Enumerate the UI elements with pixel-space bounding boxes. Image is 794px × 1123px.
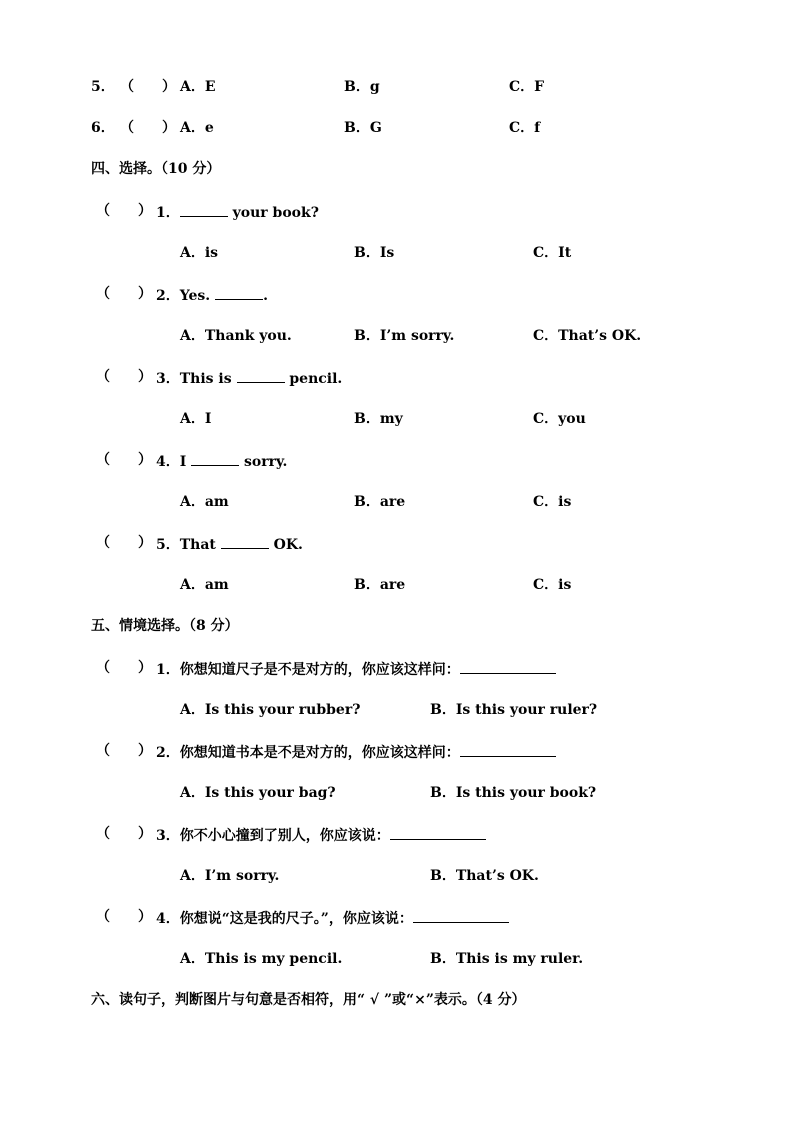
fill-blank[interactable]: [413, 908, 509, 923]
q3-6-option-c: C．f: [509, 120, 541, 136]
q4-4-stem: 4．I sorry.: [156, 451, 287, 471]
q4-2-option-c: C．That’s OK.: [533, 328, 642, 344]
q4-5-answer-paren[interactable]: （ ）: [96, 535, 152, 551]
q4-1-option-c: C．It: [533, 245, 572, 261]
section-4-heading: 四、选择。（10 分）: [91, 161, 221, 177]
q4-3-option-a: A．I: [180, 411, 212, 427]
fill-blank[interactable]: [191, 451, 239, 466]
q4-1-stem: 1． your book?: [156, 202, 319, 222]
q4-1-answer-paren[interactable]: （ ）: [96, 203, 152, 219]
q3-5-option-a: A．E: [180, 79, 216, 95]
q5-1-option-b: B．Is this your ruler?: [430, 702, 598, 718]
q5-3-option-a: A．I’m sorry.: [180, 868, 280, 884]
q5-1-stem: 1．你想知道尺子是不是对方的，你应该这样问：: [156, 659, 556, 679]
q4-2-option-a: A．Thank you.: [180, 328, 292, 344]
q4-5-option-b: B．are: [354, 577, 406, 593]
q4-2-stem: 2．Yes. .: [156, 285, 268, 305]
q5-3-option-b: B．That’s OK.: [430, 868, 539, 884]
q4-4-answer-paren[interactable]: （ ）: [96, 452, 152, 468]
q4-1-option-b: B．Is: [354, 245, 395, 261]
q4-4-option-b: B．are: [354, 494, 406, 510]
q4-2-option-b: B．I’m sorry.: [354, 328, 455, 344]
q3-6-option-a: A．e: [180, 120, 214, 136]
q5-1-option-a: A．Is this your rubber?: [180, 702, 361, 718]
q5-2-option-b: B．Is this your book?: [430, 785, 597, 801]
q4-3-option-b: B．my: [354, 411, 403, 427]
q5-3-stem: 3．你不小心撞到了别人，你应该说：: [156, 825, 486, 845]
q5-4-stem: 4．你想说“这是我的尺子。”，你应该说：: [156, 908, 509, 928]
fill-blank[interactable]: [221, 534, 269, 549]
q5-1-answer-paren[interactable]: （ ）: [96, 660, 152, 676]
q4-5-option-a: A．am: [180, 577, 229, 593]
q4-1-option-a: A．is: [180, 245, 219, 261]
fill-blank[interactable]: [215, 285, 263, 300]
fill-blank[interactable]: [237, 368, 285, 383]
q3-5-answer-paren[interactable]: （ ）: [120, 79, 176, 95]
q4-4-option-c: C．is: [533, 494, 572, 510]
q4-5-option-c: C．is: [533, 577, 572, 593]
q4-3-stem: 3．This is pencil.: [156, 368, 342, 388]
q5-3-answer-paren[interactable]: （ ）: [96, 826, 152, 842]
fill-blank[interactable]: [460, 742, 556, 757]
q5-4-answer-paren[interactable]: （ ）: [96, 909, 152, 925]
q5-2-option-a: A．Is this your bag?: [180, 785, 336, 801]
q4-4-option-a: A．am: [180, 494, 229, 510]
q5-2-stem: 2．你想知道书本是不是对方的，你应该这样问：: [156, 742, 556, 762]
q5-4-option-a: A．This is my pencil.: [180, 951, 343, 967]
section-5-heading: 五、情境选择。（8 分）: [91, 618, 239, 634]
q4-5-stem: 5．That OK.: [156, 534, 303, 554]
q5-2-answer-paren[interactable]: （ ）: [96, 743, 152, 759]
fill-blank[interactable]: [180, 202, 228, 217]
fill-blank[interactable]: [390, 825, 486, 840]
q3-5-number: 5．: [91, 79, 115, 95]
q3-5-option-b: B．g: [344, 79, 380, 95]
q3-6-option-b: B．G: [344, 120, 382, 136]
q4-2-answer-paren[interactable]: （ ）: [96, 286, 152, 302]
q5-4-option-b: B．This is my ruler.: [430, 951, 584, 967]
q3-6-number: 6．: [91, 120, 115, 136]
q4-3-answer-paren[interactable]: （ ）: [96, 369, 152, 385]
q3-6-answer-paren[interactable]: （ ）: [120, 120, 176, 136]
fill-blank[interactable]: [460, 659, 556, 674]
q3-5-option-c: C．F: [509, 79, 545, 95]
section-6-heading: 六、读句子，判断图片与句意是否相符，用“ √ ”或“×”表示。（4 分）: [91, 992, 526, 1008]
q4-3-option-c: C．you: [533, 411, 586, 427]
